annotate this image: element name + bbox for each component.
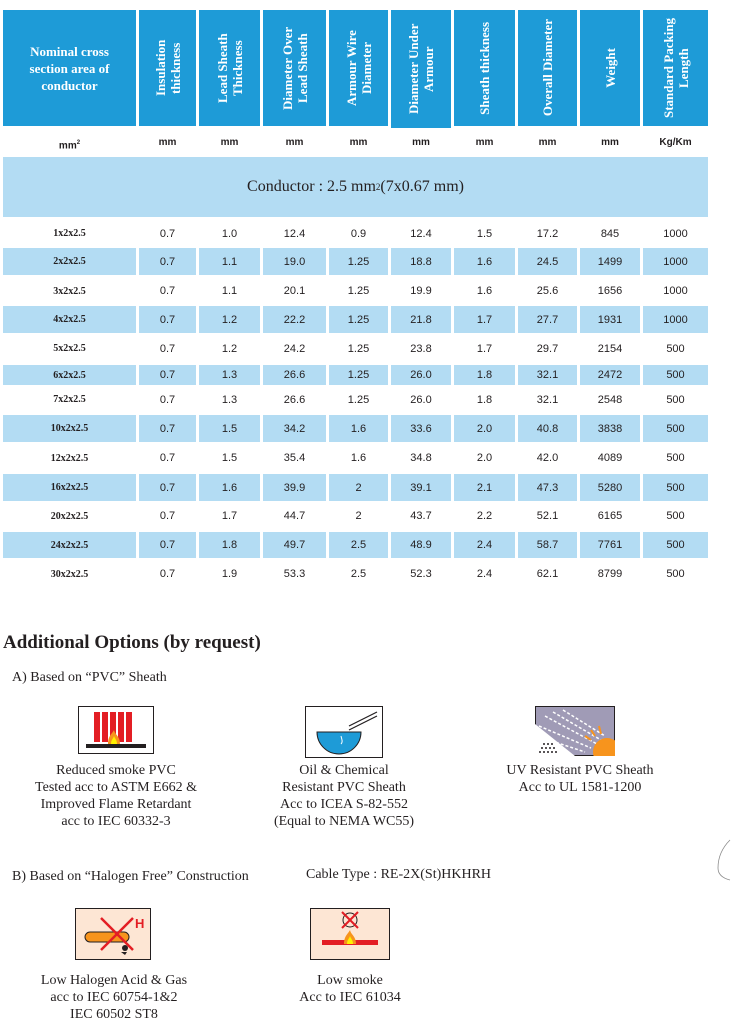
unit-sup: 2 [76,140,81,146]
header-sheath-thickness [454,10,515,126]
table-cell: 2472 [580,365,640,385]
table-cell: 32.1 [518,365,577,385]
table-cell: 62.1 [536,568,559,580]
low-smoke-icon [310,908,390,960]
table-cell: 3838 [580,415,640,442]
table-cell: 2.0 [454,415,515,442]
reduced-smoke-label [18,762,214,830]
table-cell: 35.4 [283,452,306,464]
table-cell: 845 [600,227,620,240]
table-cell: 2 [355,510,362,522]
table-cell: 1.7 [476,342,493,355]
table-cell: 1.5 [476,227,493,240]
table-cell: 1.5 [199,415,260,442]
table-cell: 0.7 [139,365,196,385]
table-cell: 7761 [580,532,640,558]
table-row [3,532,708,558]
table-cell: 0.7 [139,248,196,275]
table-cell: 2.2 [476,510,493,522]
table-cell: 2154 [597,342,623,355]
uv-label [480,762,680,796]
table-cell: 1.2 [221,342,238,355]
table-cell: 1.25 [329,306,388,333]
table-cell: 1.9 [221,568,238,580]
table-cell: 0.7 [139,532,196,558]
header-label: Lead Sheath Thickness [214,33,245,103]
table-cell: 0.7 [159,510,176,522]
row-size-cell: 1x2x2.5 [53,228,86,239]
table-cell: 12.4 [410,227,432,240]
table-cell: 1.25 [329,248,388,275]
label-line: UV Resistant PVC Sheath [506,763,654,778]
table-cell: 8799 [597,568,623,580]
label-line: Low Halogen Acid & Gas [40,973,188,988]
table-cell: 0.7 [159,285,176,297]
table-cell: 1931 [580,306,640,333]
row-size-cell: 4x2x2.5 [3,306,136,333]
table-cell: 23.8 [410,342,432,355]
table-cell: 6165 [597,510,623,522]
table-cell: 1.25 [347,393,370,406]
row-size-cell: 3x2x2.5 [53,285,86,297]
table-cell: 26.0 [391,365,451,385]
label-line: Acc to IEC 61034 [299,990,401,1005]
table-cell: 47.3 [518,474,577,501]
table-cell: 26.6 [263,365,326,385]
table-cell: 0.7 [159,568,176,580]
table-cell: 1.8 [476,393,493,406]
label-line: Oil & Chemical [299,763,389,778]
header-label: Overall Diameter [540,19,555,117]
table-row [3,386,708,413]
label-line: Resistant PVC Sheath [282,780,406,795]
table-cell: 1.7 [454,306,515,333]
table-cell: 0.7 [139,415,196,442]
pvc-heading: A) Based on “PVC” Sheath [12,670,167,685]
table-cell: 49.7 [263,532,326,558]
row-size-cell: 24x2x2.5 [3,532,136,558]
header-label: Sheath thickness [477,21,492,115]
table-cell: 1.6 [199,474,260,501]
label-line: Reduced smoke PVC [56,763,176,778]
table-row [3,415,708,442]
table-row [3,335,708,362]
table-cell: 500 [666,452,685,464]
unit-cell: mm [285,137,304,148]
header-label: Diameter Over Lead Sheath [279,26,310,110]
row-size-cell: 2x2x2.5 [3,248,136,275]
row-size-cell: 12x2x2.5 [50,452,89,464]
table-cell: 12.4 [283,227,306,240]
table-cell: 42.0 [536,452,559,464]
low-halogen-icon [75,908,151,960]
table-cell: 1.1 [221,285,238,297]
uv-sun-icon [535,706,615,756]
table-cell: 21.8 [391,306,451,333]
table-cell: 500 [643,365,708,385]
unit-cell: mm [475,137,494,148]
table-cell: 33.6 [391,415,451,442]
row-size-cell: 20x2x2.5 [50,510,89,522]
table-cell: 0.9 [350,227,367,240]
table-row [3,306,708,333]
table-cell: 2.1 [454,474,515,501]
unit-cell: mm [538,137,557,148]
table-cell: 1000 [643,248,708,275]
table-cell: 43.7 [410,510,432,522]
header-dia-over-lead [263,10,326,126]
table-cell: 500 [666,393,685,406]
table-cell: 1000 [643,306,708,333]
unit-base: mm [58,140,77,152]
header-packing-length [643,10,708,126]
table-cell: 48.9 [391,532,451,558]
table-cell: 1.1 [199,248,260,275]
row-size-cell: 16x2x2.5 [3,474,136,501]
unit-cell: mm [412,137,430,148]
label-line: acc to IEC 60332-3 [61,814,171,829]
row-size-cell: 10x2x2.5 [3,415,136,442]
table-cell: 24.5 [518,248,577,275]
label-line: Improved Flame Retardant [40,797,192,812]
header-overall-dia [518,10,577,126]
halogen-h-letter: H [135,916,145,931]
header-weight [580,10,640,126]
table-cell: 1656 [597,285,623,297]
table-cell: 0.7 [159,342,176,355]
oil-chemical-icon [305,706,383,758]
table-cell: 52.3 [410,568,432,580]
table-row [3,444,708,472]
table-row [3,474,708,501]
table-cell: 1000 [663,285,688,297]
conductor-sup: 2 [375,182,381,192]
table-cell: 17.2 [536,227,559,240]
table-cell: 34.8 [410,452,432,464]
table-cell: 500 [666,342,685,355]
low-halogen-label [20,972,208,1023]
table-cell: 18.8 [391,248,451,275]
unit-first [3,136,136,150]
table-cell: 34.2 [263,415,326,442]
oil-chemical-label [244,762,444,830]
table-cell: 1.5 [221,452,238,464]
header-cross-section [3,10,136,126]
row-size-cell: 5x2x2.5 [53,343,86,354]
conductor-banner [3,157,708,217]
table-cell: 2.4 [476,568,493,580]
options-title: Additional Options (by request) [3,632,261,653]
label-line: acc to IEC 60754-1&2 [50,990,178,1005]
table-row [3,221,708,246]
header-label: Diameter Under Armour [406,23,436,115]
table-cell: 39.1 [391,474,451,501]
table-cell: 500 [666,568,685,580]
label-line: Acc to ICEA S-82-552 [280,797,408,812]
table-cell: 1499 [580,248,640,275]
table-cell: 0.7 [139,306,196,333]
table-cell: 500 [643,532,708,558]
low-smoke-label [260,972,440,1006]
table-row [3,365,708,385]
table-cell: 53.3 [283,568,306,580]
table-cell: 500 [666,510,685,522]
table-cell: 22.2 [263,306,326,333]
reduced-smoke-flame-icon [78,706,154,754]
table-cell: 5280 [580,474,640,501]
table-cell: 29.7 [536,342,559,355]
unit-cell: mm [220,137,239,148]
table-cell: 40.8 [518,415,577,442]
table-cell: 0.7 [159,452,176,464]
table-cell: 1.25 [329,365,388,385]
conductor-text-tail: (7x0.67 mm) [380,178,464,195]
table-cell: 44.7 [283,510,306,522]
table-cell: 2.5 [329,532,388,558]
table-cell: 1.0 [221,227,238,240]
table-row [3,503,708,529]
header-label: Insulation thickness [152,39,183,97]
table-row [3,278,708,304]
table-cell: 1.6 [476,285,493,297]
row-size-cell: 6x2x2.5 [3,365,136,385]
halogen-free-heading: B) Based on “Halogen Free” Construction [12,869,249,884]
table-cell: 1.25 [347,285,370,297]
table-cell: 1.25 [347,342,370,355]
header-label: Nominal cross section area of conductor [29,43,110,93]
header-insulation [139,10,196,126]
label-line: IEC 60502 ST8 [70,1007,158,1022]
table-cell: 4089 [597,452,623,464]
table-cell: 1.3 [199,365,260,385]
table-cell: 1.7 [221,510,238,522]
table-cell: 0.7 [159,393,176,406]
unit-cell: mm [349,137,368,148]
header-label: Standard Packing Length [660,17,691,119]
cable-type: Cable Type : RE-2X(St)HKHRH [306,867,492,882]
label-line: Acc to UL 1581-1200 [518,780,642,795]
table-cell: 52.1 [536,510,559,522]
table-row [3,560,708,588]
table-cell: 19.9 [410,285,432,297]
table-cell: 2 [329,474,388,501]
table-cell: 26.0 [410,393,432,406]
table-cell: 1000 [663,227,688,240]
table-cell: 0.7 [159,227,176,240]
header-label: Armour Wire Diameter [343,30,374,106]
table-cell: 500 [643,474,708,501]
unit-cell: Kg/Km [659,137,692,148]
table-cell: 2548 [597,393,623,406]
table-cell: 1.2 [199,306,260,333]
unit-cell: mm [601,137,619,148]
table-cell: 1.6 [329,415,388,442]
table-cell: 1.6 [454,248,515,275]
table-cell: 2.0 [476,452,493,464]
table-cell: 2.5 [350,568,367,580]
table-cell: 24.2 [283,342,306,355]
header-lead-sheath [199,10,260,126]
table-cell: 500 [643,415,708,442]
unit-cell: mm [158,137,177,148]
table-cell: 39.9 [263,474,326,501]
table-cell: 19.0 [263,248,326,275]
table-cell: 1.8 [199,532,260,558]
row-size-cell: 7x2x2.5 [53,394,86,405]
table-cell: 2.4 [454,532,515,558]
header-armour-wire [329,10,388,126]
table-cell: 25.6 [536,285,559,297]
table-cell: 20.1 [283,285,306,297]
label-line: Tested acc to ASTM E662 & [35,780,197,795]
table-cell: 58.7 [518,532,577,558]
table-cell: 26.6 [283,393,306,406]
row-size-cell: 30x2x2.5 [50,568,89,580]
table-cell: 27.7 [518,306,577,333]
table-cell: 1.8 [454,365,515,385]
table-cell: 32.1 [536,393,559,406]
table-cell: 0.7 [139,474,196,501]
label-line: Low smoke [317,973,383,988]
table-cell: 1.3 [221,393,238,406]
header-dia-under-armour [391,10,451,128]
label-line: (Equal to NEMA WC55) [273,814,415,829]
header-label: Weight [602,48,618,88]
page-curl-decoration [712,838,731,882]
table-row [3,248,708,275]
conductor-text: Conductor : 2.5 mm [247,178,376,195]
table-cell: 1.6 [350,452,367,464]
